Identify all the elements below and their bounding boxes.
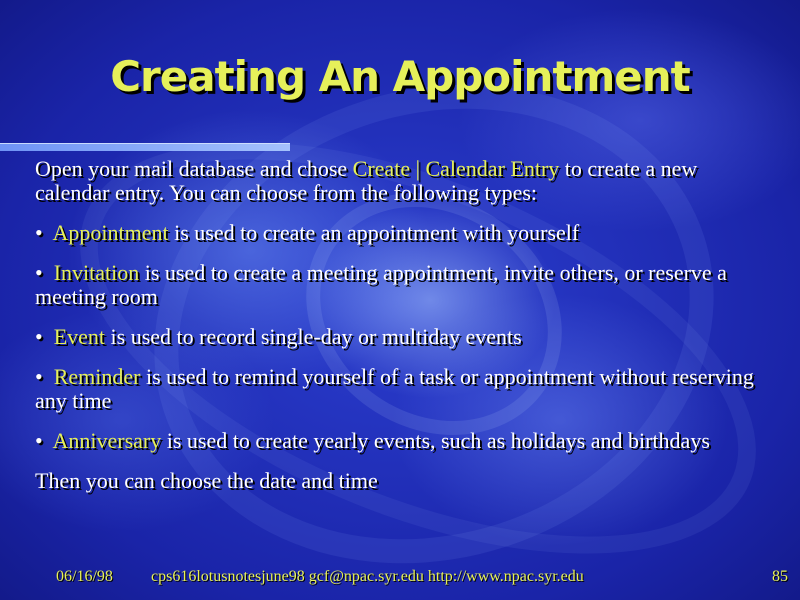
bullet-text: is used to remind yourself of a task or appointment without reserving any time [35, 364, 754, 413]
title-divider [0, 143, 290, 151]
menu-path-highlight: Create | Calendar Entry [352, 156, 560, 181]
bullet-text: is used to record single-day or multiday events [105, 324, 522, 349]
intro-text-before: Open your mail database and chose [35, 156, 353, 181]
bullet-item-reminder [35, 365, 775, 413]
bullet-icon: • [35, 220, 43, 245]
bullet-term: Invitation [53, 260, 140, 285]
bullet-icon: • [35, 428, 43, 453]
bullet-icon: • [35, 260, 43, 285]
bullet-item-invitation [35, 261, 775, 309]
bullet-text: is used to create an appointment with yourself [168, 220, 580, 245]
page-number: 85 [772, 568, 788, 585]
bullet-term: Anniversary [52, 428, 162, 453]
footer-info: cps616lotusnotesjune98 gcf@npac.syr.edu http://www.npac.syr.edu [151, 568, 584, 585]
bullet-term: Appointment [52, 220, 169, 245]
bullet-item-appointment [35, 221, 775, 245]
slide-title: Creating An Appointment [110, 52, 690, 101]
bullet-item-anniversary [35, 429, 775, 453]
slide-body [35, 157, 775, 509]
bullet-icon: • [35, 364, 43, 389]
intro-paragraph [35, 157, 775, 205]
closing-paragraph: Then you can choose the date and time [35, 468, 378, 493]
bullet-icon: • [35, 324, 43, 349]
bullet-text: is used to create a meeting appointment, invite others, or reserve a meeting room [35, 260, 727, 309]
bullet-term: Reminder [53, 364, 141, 389]
bullet-term: Event [53, 324, 106, 349]
bullet-item-event [35, 325, 775, 349]
bullet-text: is used to create yearly events, such as holidays and birthdays [161, 428, 710, 453]
intro-text-after: to create a new calendar entry. You can choose from the following types: [35, 156, 698, 205]
footer-date: 06/16/98 [56, 568, 113, 585]
